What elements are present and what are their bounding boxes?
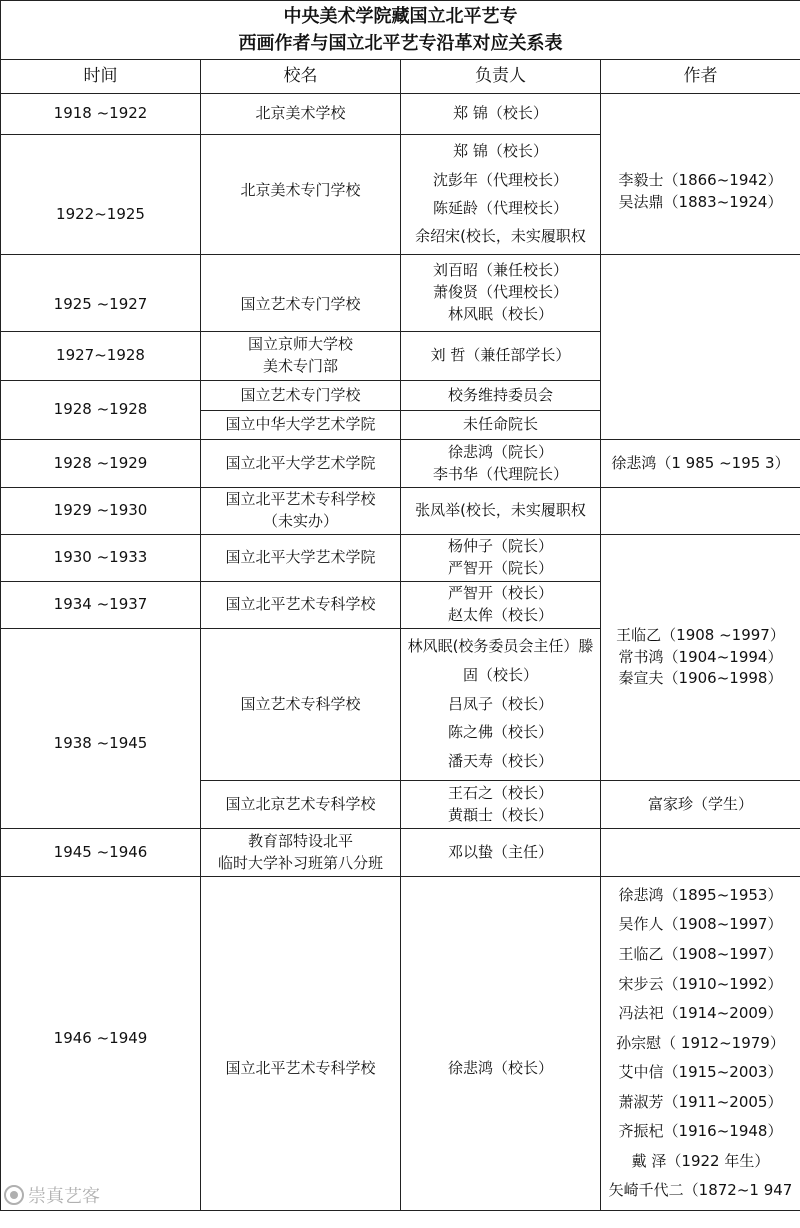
period-cell: 1922~1925 — [0, 134, 201, 255]
school-cell-line: 国立北平艺术专科学校 — [225, 490, 376, 509]
period-cell: 1928 ~1929 — [0, 439, 201, 488]
author-cell — [600, 93, 800, 255]
school-cell — [200, 534, 401, 582]
author-cell-line: 齐振杞（1916~1948） — [618, 1122, 783, 1141]
leader-cell — [400, 581, 601, 629]
school-cell-line: 国立艺术专门学校 — [240, 295, 361, 314]
leader-cell-line: 校务维持委员会 — [447, 385, 553, 404]
author-cell-line: 吴法鼎（1883~1924） — [618, 193, 783, 211]
school-cell-line: 国立艺术专科学校 — [240, 694, 361, 713]
school-cell — [200, 331, 401, 381]
period-cell: 1934 ~1937 — [0, 581, 201, 629]
period-cell: 1929 ~1930 — [0, 487, 201, 535]
school-cell-line: 美术专门部 — [262, 357, 338, 375]
school-cell — [200, 410, 401, 440]
leader-cell-line: 沈彭年（代理校长） — [432, 170, 568, 189]
watermark-text: 崇真艺客 — [28, 1186, 100, 1207]
school-cell — [200, 628, 401, 781]
leader-cell — [400, 331, 601, 381]
author-cell-line: 王临乙（1908 ~1997） — [616, 625, 785, 644]
leader-cell — [400, 134, 601, 255]
school-cell — [200, 254, 401, 332]
period-cell: 1925 ~1927 — [0, 254, 201, 332]
school-cell — [200, 780, 401, 829]
table-title — [0, 0, 800, 60]
author-cell-line: 李毅士（1866~1942） — [618, 171, 783, 190]
author-cell — [600, 876, 800, 1211]
school-cell — [200, 487, 401, 535]
school-cell-line: 国立北平大学艺术学院 — [225, 453, 376, 472]
leader-cell-line: 黄頵士（校长） — [447, 805, 553, 824]
school-cell-line: 临时大学补习班第八分班 — [217, 853, 383, 872]
school-cell-line: 国立京师大学校 — [247, 335, 353, 354]
period-cell: 1928 ~1928 — [0, 380, 201, 440]
leader-cell-line: 严智开（校长） — [447, 584, 553, 603]
header-author: 作者 — [600, 59, 800, 94]
author-cell-line: 戴 泽（1922 年生） — [631, 1151, 770, 1170]
author-cell — [600, 439, 800, 488]
school-cell — [200, 439, 401, 488]
leader-cell-line: 赵太侔（校长） — [447, 606, 553, 624]
school-cell — [200, 380, 401, 411]
school-cell-line: 国立中华大学艺术学院 — [225, 415, 376, 434]
leader-cell-line: 潘天寿（校长） — [447, 752, 553, 771]
school-cell-line: 北京美术专门学校 — [240, 180, 361, 199]
author-cell-line: 矢崎千代二（1872~1 947 — [608, 1181, 793, 1200]
author-cell-line: 萧淑芳（1911~2005） — [618, 1092, 783, 1111]
leader-cell-line: 邓以蛰（主任） — [447, 842, 553, 861]
leader-cell-line: 林风眠（校长） — [447, 304, 553, 323]
leader-cell — [400, 628, 601, 781]
leader-cell-line: 陈延龄（代理校长） — [432, 198, 568, 217]
school-cell — [200, 134, 401, 255]
leader-cell-line: 严智开（院长） — [447, 559, 553, 577]
leader-cell-line: 未任命院长 — [462, 415, 538, 434]
leader-cell — [400, 380, 601, 411]
school-cell-line: 国立北平艺术专科学校 — [225, 595, 376, 614]
leader-cell-line: 陈之佛（校长） — [447, 723, 553, 742]
school-cell — [200, 581, 401, 629]
leader-cell-line: 王石之（校长） — [447, 783, 553, 802]
leader-cell — [400, 487, 601, 535]
leader-cell — [400, 780, 601, 829]
author-cell-line: 艾中信（1915~2003） — [618, 1063, 783, 1082]
header-time: 时间 — [0, 59, 201, 94]
leader-cell-line: 萧俊贤（代理校长） — [432, 283, 568, 302]
period-cell: 1945 ~1946 — [0, 828, 201, 877]
period-cell: 1927~1928 — [0, 331, 201, 381]
leader-cell-line: 杨仲子（院长） — [447, 537, 553, 556]
leader-cell-line: 张凤举(校长，未实履职权 — [415, 501, 586, 520]
author-cell-line: 富家珍（学生） — [647, 794, 753, 813]
leader-cell — [400, 876, 601, 1211]
school-cell-line: 教育部特设北平 — [247, 831, 353, 850]
author-cell-line: 徐悲鸿（1 985 ~195 3） — [611, 453, 790, 472]
school-cell — [200, 828, 401, 877]
leader-cell-line: 余绍宋(校长，未实履职权 — [415, 226, 586, 245]
leader-cell-line: 徐悲鸿（校长） — [447, 1058, 553, 1077]
school-cell-line: 北京美术学校 — [255, 104, 346, 123]
leader-cell — [400, 93, 601, 135]
author-cell-line: 冯法祀（1914~2009） — [618, 1004, 783, 1023]
school-cell-line: （未实办） — [262, 512, 338, 530]
author-cell — [600, 254, 800, 440]
leader-cell — [400, 410, 601, 440]
leader-cell-line: 刘 哲（兼任部学长） — [430, 346, 571, 365]
period-cell: 1930 ~1933 — [0, 534, 201, 582]
period-cell: 1918 ~1922 — [0, 93, 201, 135]
school-cell-line: 国立艺术专门学校 — [240, 385, 361, 404]
leader-cell-line: 徐悲鸿（院长） — [447, 442, 553, 461]
leader-cell-line: 吕凤子（校长） — [447, 694, 553, 713]
author-cell-line: 王临乙（1908~1997） — [618, 944, 783, 963]
author-cell-line: 秦宣夫（1906~1998） — [618, 669, 783, 688]
table-title-line: 西画作者与国立北平艺专沿革对应关系表 — [238, 33, 563, 54]
author-cell-line: 孙宗慰（ 1912~1979） — [616, 1033, 785, 1052]
school-cell-line: 国立北京艺术专科学校 — [225, 794, 376, 813]
author-cell-line: 徐悲鸿（1895~1953） — [618, 885, 783, 904]
header-school: 校名 — [200, 59, 401, 94]
author-cell-line: 吴作人（1908~1997） — [618, 915, 783, 934]
leader-cell — [400, 254, 601, 332]
leader-cell-line: 李书华（代理院长） — [432, 464, 568, 483]
period-cell: 1946 ~1949 — [0, 876, 201, 1211]
school-cell-line: 国立北平大学艺术学院 — [225, 548, 376, 567]
leader-cell-line: 郑 锦（校长） — [453, 104, 548, 123]
author-cell — [600, 828, 800, 877]
leader-cell-line: 郑 锦（校长） — [453, 142, 548, 161]
leader-cell — [400, 828, 601, 877]
leader-cell-line: 林风眠(校务委员会主任）滕 — [407, 637, 594, 656]
leader-cell-line: 刘百昭（兼任校长） — [432, 261, 568, 280]
leader-cell — [400, 534, 601, 582]
school-cell — [200, 876, 401, 1211]
leader-cell — [400, 439, 601, 488]
table-title-line: 中央美术学院藏国立北平艺专 — [283, 6, 518, 27]
school-cell — [200, 93, 401, 135]
header-leader: 负责人 — [400, 59, 601, 94]
author-cell — [600, 780, 800, 829]
leader-cell-line: 固（校长） — [462, 665, 538, 684]
school-cell-line: 国立北平艺术专科学校 — [225, 1058, 376, 1077]
author-cell — [600, 487, 800, 535]
author-cell-line: 宋步云（1910~1992） — [618, 974, 783, 993]
author-cell — [600, 534, 800, 781]
author-cell-line: 常书鸿（1904~1994） — [618, 647, 783, 666]
period-cell: 1938 ~1945 — [0, 628, 201, 829]
